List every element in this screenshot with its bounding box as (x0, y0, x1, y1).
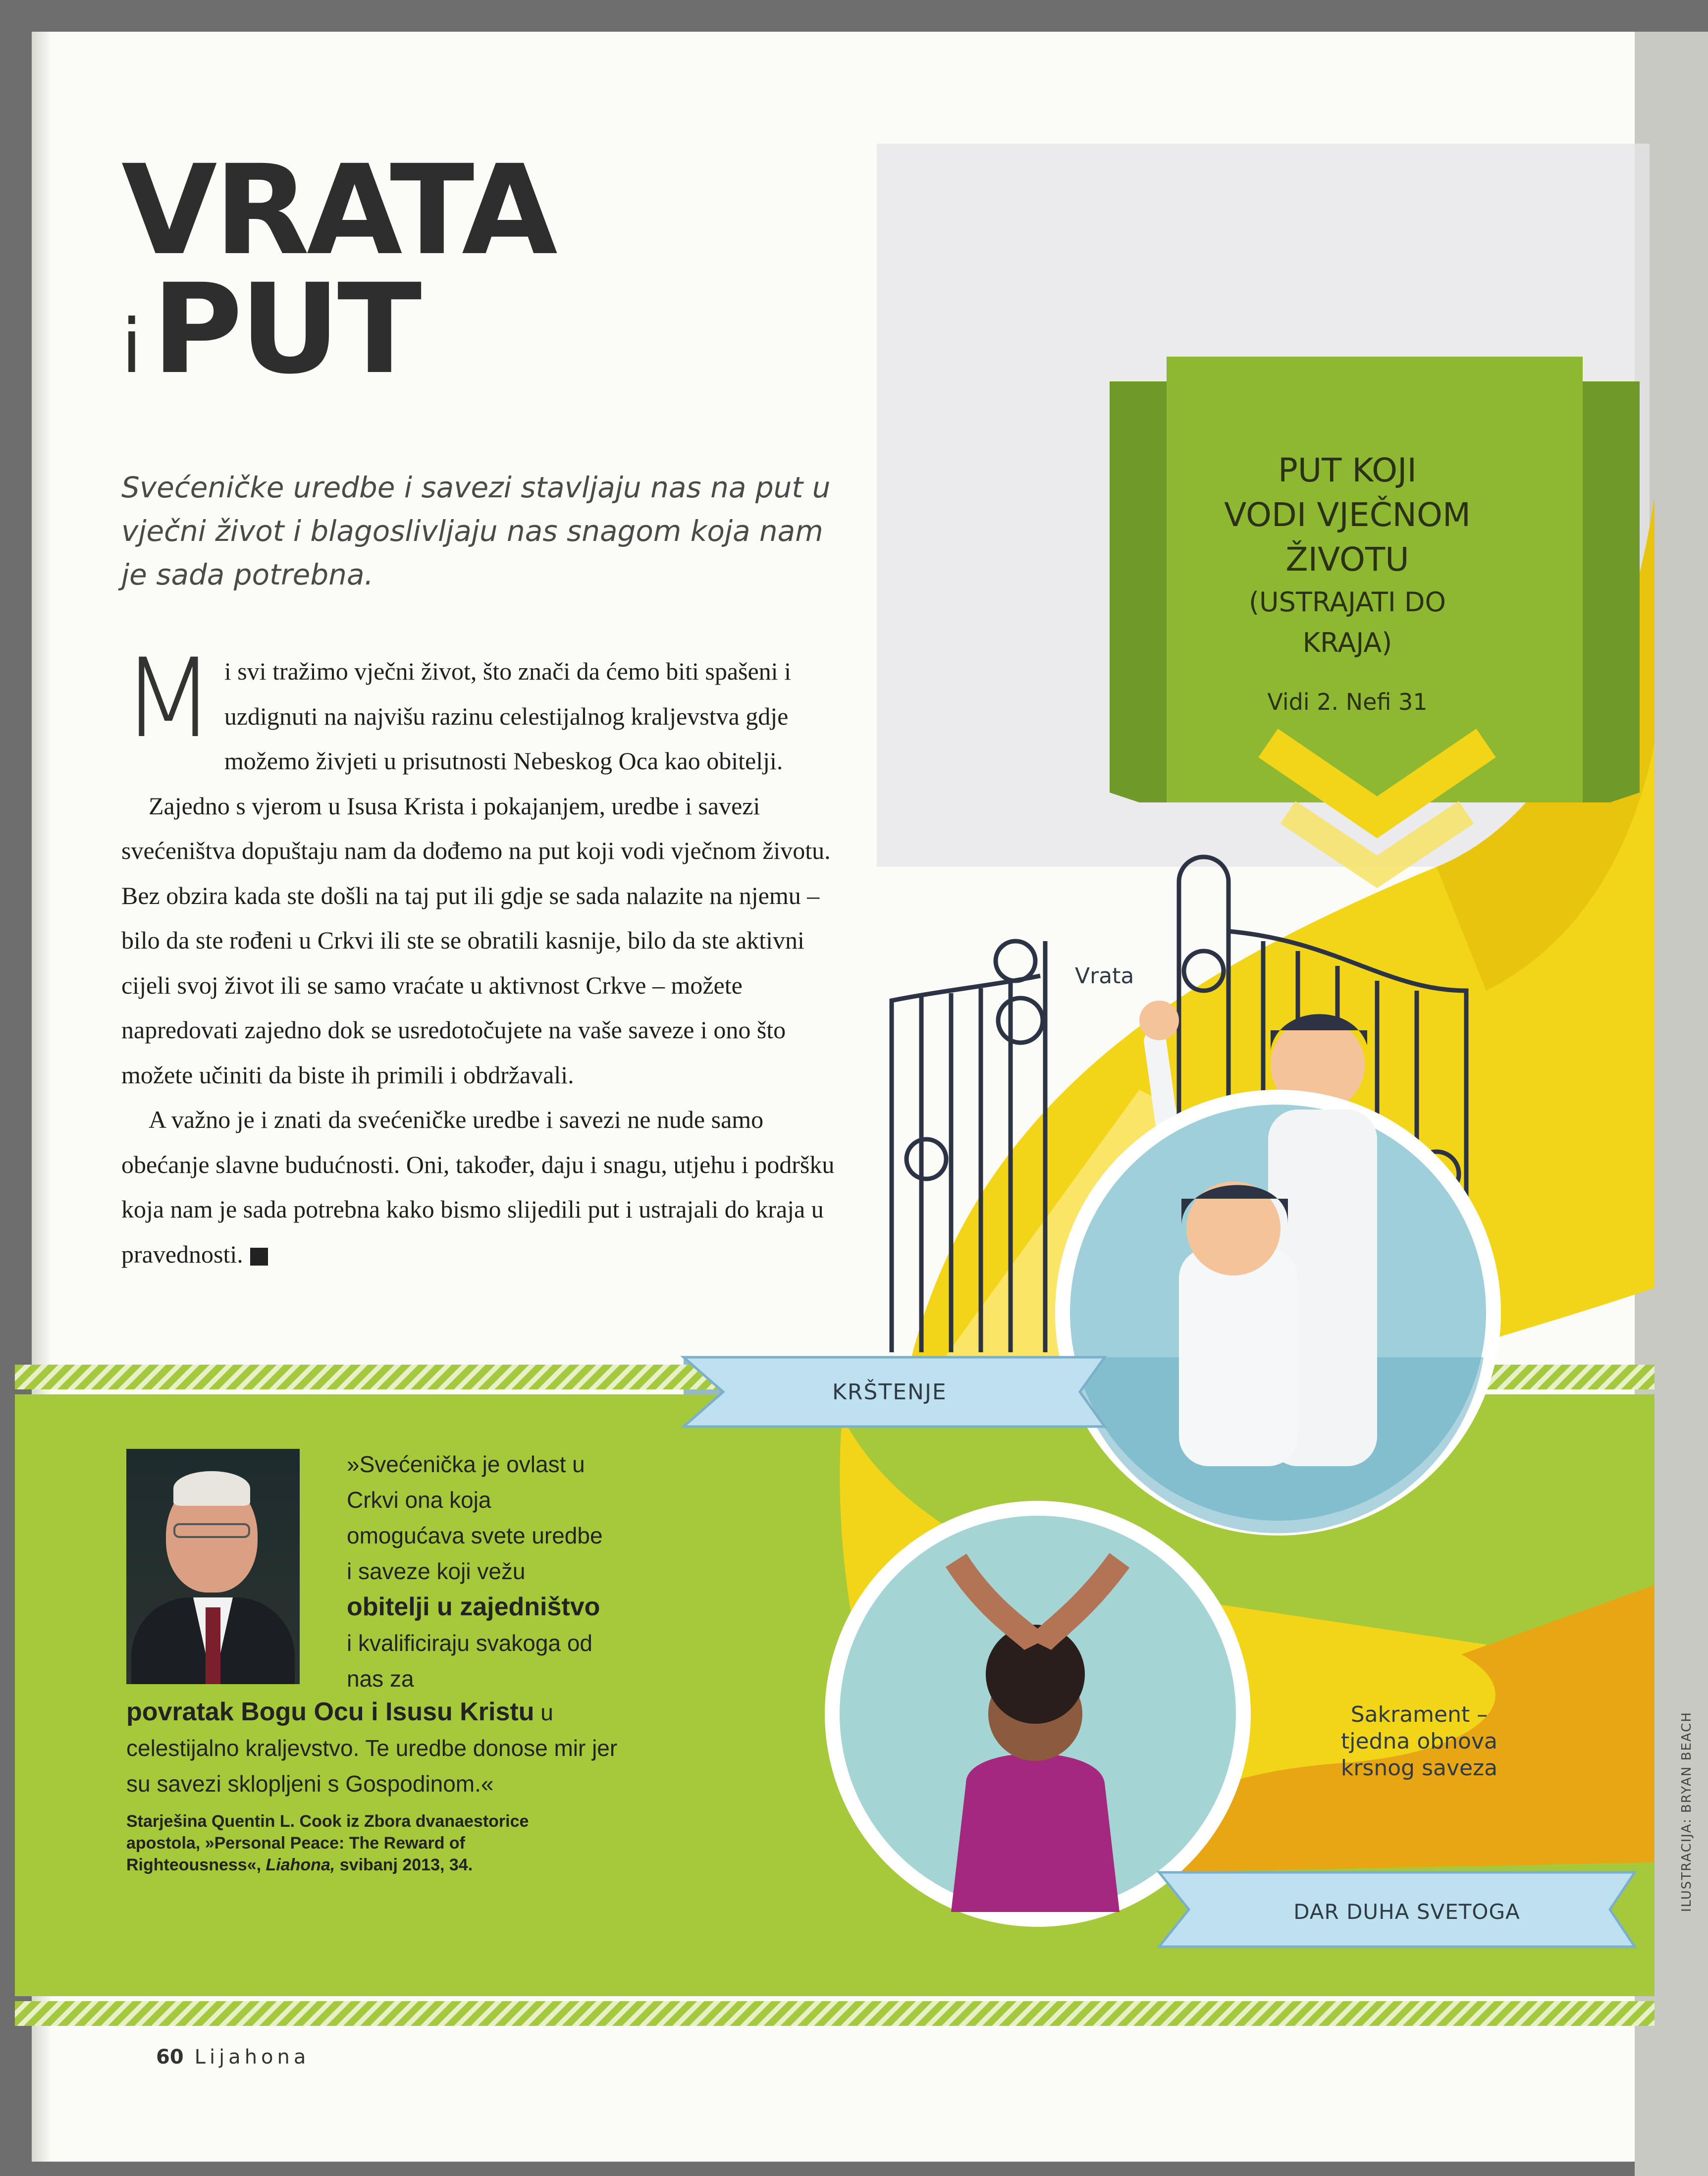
illustration-credit: ILUSTRACIJA: BRYAN BEACH (1679, 1711, 1694, 1912)
quote-text-continued: povratak Bogu Ocu i Isusu Kristu u celestijalno kraljevstvo. Te uredbe donose mir jer su savezi sklopljeni s Gospodinom.« (126, 1698, 618, 1797)
quote-emphasis-2: povratak Bogu Ocu i Isusu Kristu (126, 1698, 534, 1726)
page-number: 60 (156, 2046, 184, 2069)
quote-text: »Svećenička je ovlast u Crkvi ona koja omogućava svete uredbe i saveze koji vežu obitelji u zajedništvo i kvalificiraju svakoga od nas za (347, 1451, 603, 1692)
paragraph-2: Zajedno s vjerom u Isusa Krista i pokajanjem, uredbe i savezi svećeništva dopuštaju nam da dođemo na put koji vodi vječnom životu. Bez obzira kada ste došli na taj put ili gdje se sada nalazite na njemu – bilo da ste rođeni u Crkvi ili ste se obratili kasnije, bilo da ste aktivni cijeli svoj život ili se samo vraćate u aktivnost Crkve – možete napredovati zajedno dok se usredotočujete na vaše saveze i ono što možete učiniti da biste ih primili i obdržavali. (121, 792, 831, 1089)
gate-label: Vrata (1075, 963, 1134, 989)
lead-paragraph: Svećeničke uredbe i savezi stavljaju nas na put u vječni život i blagoslivljaju nas snagom koja nam je sada potrebna. (121, 471, 831, 591)
title-vrata: VRATA (121, 138, 555, 282)
title-put: PUT (152, 257, 419, 401)
paragraph-3-text: A važno je i znati da svećeničke uredbe i savezi ne nude samo obećanje slavne budućnosti. Oni, također, daju i snagu, utjehu i podršku koja nam je sada potrebna kako bismo slijedili put i ustrajali do kraja u pravednosti. (121, 1106, 835, 1268)
baptism-label: KRŠTENJE (832, 1380, 947, 1405)
paragraph-1-text: i svi tražimo vječni život, što znači da ćemo biti spašeni i uzdignuti na najvišu razinu celestijalnog kraljevstva gdje možemo živjeti u prisutnosti Nebeskog Oca kao obitelji. (224, 657, 791, 775)
quote-citation: Starješina Quentin L. Cook iz Zbora dvanaestorice apostola, »Personal Peace: The Reward of Righteousness«, Liahona, svibanj 2013, 34. (126, 1812, 529, 1874)
banner-title: PUT KOJI VODI VJEČNOM ŽIVOTU (USTRAJATI DO KRAJA) (1224, 451, 1471, 658)
magazine-name: Lijahona (194, 2046, 310, 2069)
banner-scripture-reference: Vidi 2. Nefi 31 (1267, 689, 1428, 715)
quote-emphasis-1: obitelji u zajedništvo (347, 1592, 600, 1621)
drop-cap: M (121, 635, 215, 762)
title-and: i (121, 304, 142, 390)
sacrament-label: Sakrament – tjedna obnova krsnog saveza (1340, 1702, 1498, 1781)
portrait-photo (126, 1449, 300, 1684)
holy-ghost-label: DAR DUHA SVETOGA (1293, 1900, 1520, 1924)
page-footer (156, 2046, 310, 2069)
